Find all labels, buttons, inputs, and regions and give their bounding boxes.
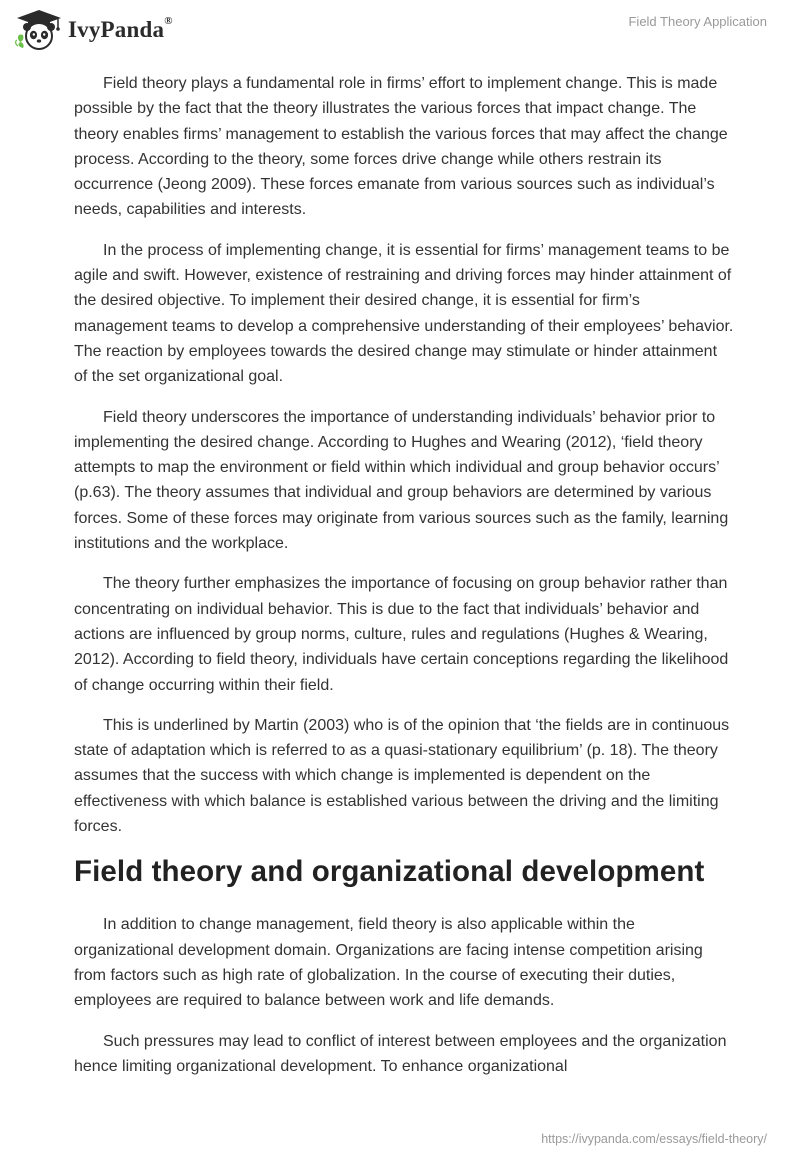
- brand-text: IvyPanda: [68, 17, 165, 42]
- paragraph: Field theory plays a fundamental role in firms’ effort to implement change. This is made possible by the fact that the theory illustrates the various forces that impact change. The theory enables firms’ management to establish the various forces that may affect the change process. According to the theory, some forces drive change while others restrain its occurrence (Jeong 2009). These forces emanate from various sources such as individual’s needs, capabilities and interests.: [74, 75, 728, 219]
- document-title: Field Theory Application: [628, 14, 767, 29]
- section-heading: Field theory and organizational development: [74, 855, 705, 889]
- paragraph: The theory further emphasizes the importance of focusing on group behavior rather than concentrating on individual behavior. This is due to the fact that individuals’ behavior and actions are influenced by group norms, culture, rules and regulations (Hughes & Wearing, 2012). According to field theory, individuals have certain conceptions regarding the likelihood of change occurring within their field.: [74, 575, 729, 694]
- paragraph: In the process of implementing change, it is essential for firms’ management teams to be agile and swift. However, existence of restraining and driving forces may hinder attainment of the desired objective. To implement their desired change, it is essential for firm’s management teams to develop a comprehensive understanding of their employees’ behavior. The reaction by employees towards the desired change may stimulate or hinder attainment of the set organizational goal.: [74, 241, 734, 386]
- panda-graduation-cap-logo-icon: [14, 8, 64, 52]
- page-header: [0, 0, 800, 60]
- ivypanda-logo[interactable]: [14, 8, 173, 52]
- essay-body: [74, 71, 734, 1094]
- paragraph: This is underlined by Martin (2003) who is of the opinion that ‘the fields are in continuous state of adaptation which is referred to as a quasi-stationary equilibrium’ (p. 18). The theory assumes that the success with which change is implemented is dependent on the effectiveness with which balance is established various between the driving and the limiting forces.: [74, 716, 730, 836]
- registered-mark: ®: [164, 15, 173, 27]
- source-url[interactable]: https://ivypanda.com/essays/field-theory/: [541, 1132, 767, 1146]
- brand-name: [68, 17, 173, 43]
- paragraph: Field theory underscores the importance of understanding individuals’ behavior prior to implementing the desired change. According to Hughes and Wearing (2012), ‘field theory attempts to map the environment or field within which individual and group behavior occurs’ (p.63). The theory assumes that individual and group behaviors are determined by various forces. Some of these forces may originate from various sources such as the family, learning institutions and the workplace.: [74, 408, 729, 553]
- paragraph: Such pressures may lead to conflict of interest between employees and the organization hence limiting organizational development. To enhance organizational: [74, 1032, 727, 1075]
- paragraph: In addition to change management, field theory is also applicable within the organizational development domain. Organizations are facing intense competition arising from factors such as high rate of globalization. In the course of executing their duties, employees are required to balance between work and life demands.: [74, 916, 703, 1010]
